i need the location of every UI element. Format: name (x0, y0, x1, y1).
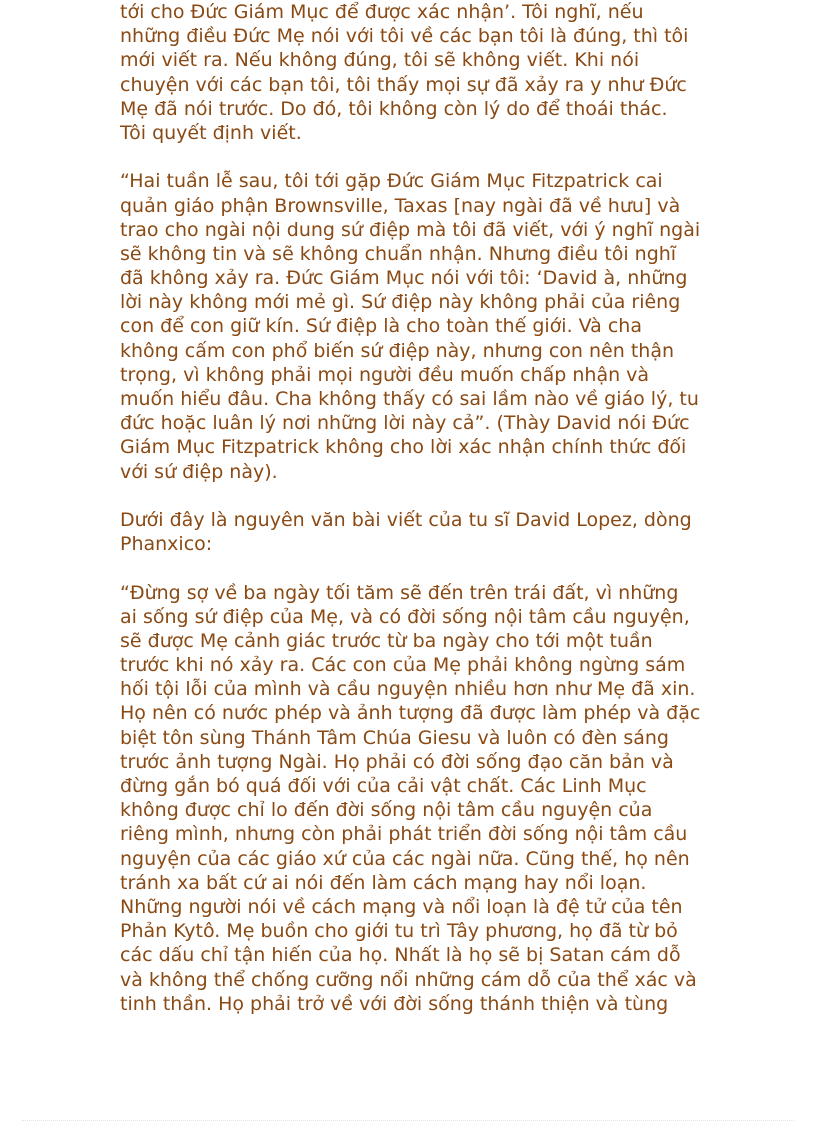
text-line: con để con giữ kín. Sứ điệp là cho toàn thế giới. Và cha (120, 315, 642, 338)
text-line: biệt tôn sùng Thánh Tâm Chúa Giesu và luôn có đèn sáng (120, 726, 669, 749)
text-line: Phanxico: (120, 533, 213, 556)
text-line: chuyện với các bạn tôi, tôi thấy mọi sự đã xảy ra y như Đức (120, 73, 687, 96)
text-line: quản giáo phận Brownsville, Taxas [nay ngài đã về hưu] và (120, 194, 681, 217)
paragraph-spacer (120, 556, 710, 580)
text-line: “Đừng sợ về ba ngày tối tăm sẽ đến trên trái đất, vì những (120, 581, 679, 604)
paragraph-spacer (120, 484, 710, 508)
text-line: tới cho Đức Giám Mục để được xác nhận’. Tôi nghĩ, nếu (120, 1, 644, 23)
text-line: Mẹ đã nói trước. Do đó, tôi không còn lý do để thoái thác. (120, 97, 668, 120)
text-line: lời này không mới mẻ gì. Sứ điệp này không phải của riêng (120, 291, 681, 314)
text-line: mới viết ra. Nếu không đúng, tôi sẽ không viết. Khi nói (120, 49, 640, 72)
text-line: tránh xa bất cứ ai nói đến làm cách mạng hay nổi loạn. (120, 871, 647, 894)
text-line: đừng gắn bó quá đối với của cải vật chất. Các Linh Mục (120, 775, 647, 797)
text-line: trọng, vì không phải mọi người đều muốn chấp nhận và (120, 363, 650, 386)
text-line: những điều Đức Mẹ nói với tôi về các bạn tôi là đúng, thì tôi (120, 25, 689, 48)
text-line: không được chỉ lo đến đời sống nội tâm cầu nguyện của (120, 799, 653, 822)
text-line: Họ nên có nước phép và ảnh tượng đã được làm phép và đặc (120, 702, 701, 725)
text-line: tinh thần. Họ phải trở về với đời sống thánh thiện và tùng (120, 992, 669, 1015)
paragraph-2 (120, 169, 710, 483)
text-line: không cấm con phổ biến sứ điệp này, nhưng con nên thận (120, 339, 675, 362)
text-line: trước khi nó xảy ra. Các con của Mẹ phải không ngừng sám (120, 654, 686, 677)
paragraph-1 (120, 0, 710, 145)
text-line: Phản Kytô. Mẹ buồn cho giới tu trì Tây phương, họ đã từ bỏ (120, 920, 678, 943)
text-line: trao cho ngài nội dung sứ điệp mà tôi đã viết, với ý nghĩ ngài (120, 218, 701, 241)
document-body-text (120, 0, 710, 1016)
text-line: muốn hiểu đâu. Cha không thấy có sai lầm nào về giáo lý, tu (120, 388, 699, 410)
text-line: Dưới đây là nguyên văn bài viết của tu sĩ David Lopez, dòng (120, 508, 692, 531)
text-line: sẽ được Mẹ cảnh giác trước từ ba ngày cho tới một tuần (120, 629, 653, 652)
text-line: đã không xảy ra. Đức Giám Mục nói với tôi: ‘David à, những (120, 267, 688, 290)
text-line: hối tội lỗi của mình và cầu nguyện nhiều hơn như Mẹ đã xin. (120, 678, 696, 701)
text-line: đức hoặc luân lý nơi những lời này cả”. (Thày David nói Đức (120, 412, 690, 435)
page-bottom-divider (22, 1120, 794, 1121)
text-line: nguyện của các giáo xứ của các ngài nữa. Cũng thế, họ nên (120, 847, 690, 870)
text-line: các dấu chỉ tận hiến của họ. Nhất là họ sẽ bị Satan cám dỗ (120, 944, 681, 967)
text-line: Giám Mục Fitzpatrick không cho lời xác nhận chính thức đối (120, 436, 687, 459)
text-line: ai sống sứ điệp của Mẹ, và có đời sống nội tâm cầu nguyện, (120, 605, 690, 628)
text-line: Tôi quyết định viết. (120, 121, 302, 144)
text-line: với sứ điệp này). (120, 460, 278, 483)
paragraph-spacer (120, 145, 710, 169)
text-line: Những người nói về cách mạng và nổi loạn là đệ tử của tên (120, 895, 683, 918)
text-line: trước ảnh tượng Ngài. Họ phải có đời sống đạo căn bản và (120, 750, 674, 773)
paragraph-3 (120, 508, 710, 556)
text-line: riêng mình, nhưng còn phải phát triển đời sống nội tâm cầu (120, 823, 688, 846)
text-line: sẽ không tin và sẽ không chuẩn nhận. Nhưng điều tôi nghĩ (120, 242, 677, 265)
text-line: và không thể chống cưỡng nổi những cám dỗ của thể xác và (120, 968, 697, 991)
paragraph-4 (120, 581, 710, 1016)
text-line: “Hai tuần lễ sau, tôi tới gặp Đức Giám Mục Fitzpatrick cai (120, 170, 663, 193)
